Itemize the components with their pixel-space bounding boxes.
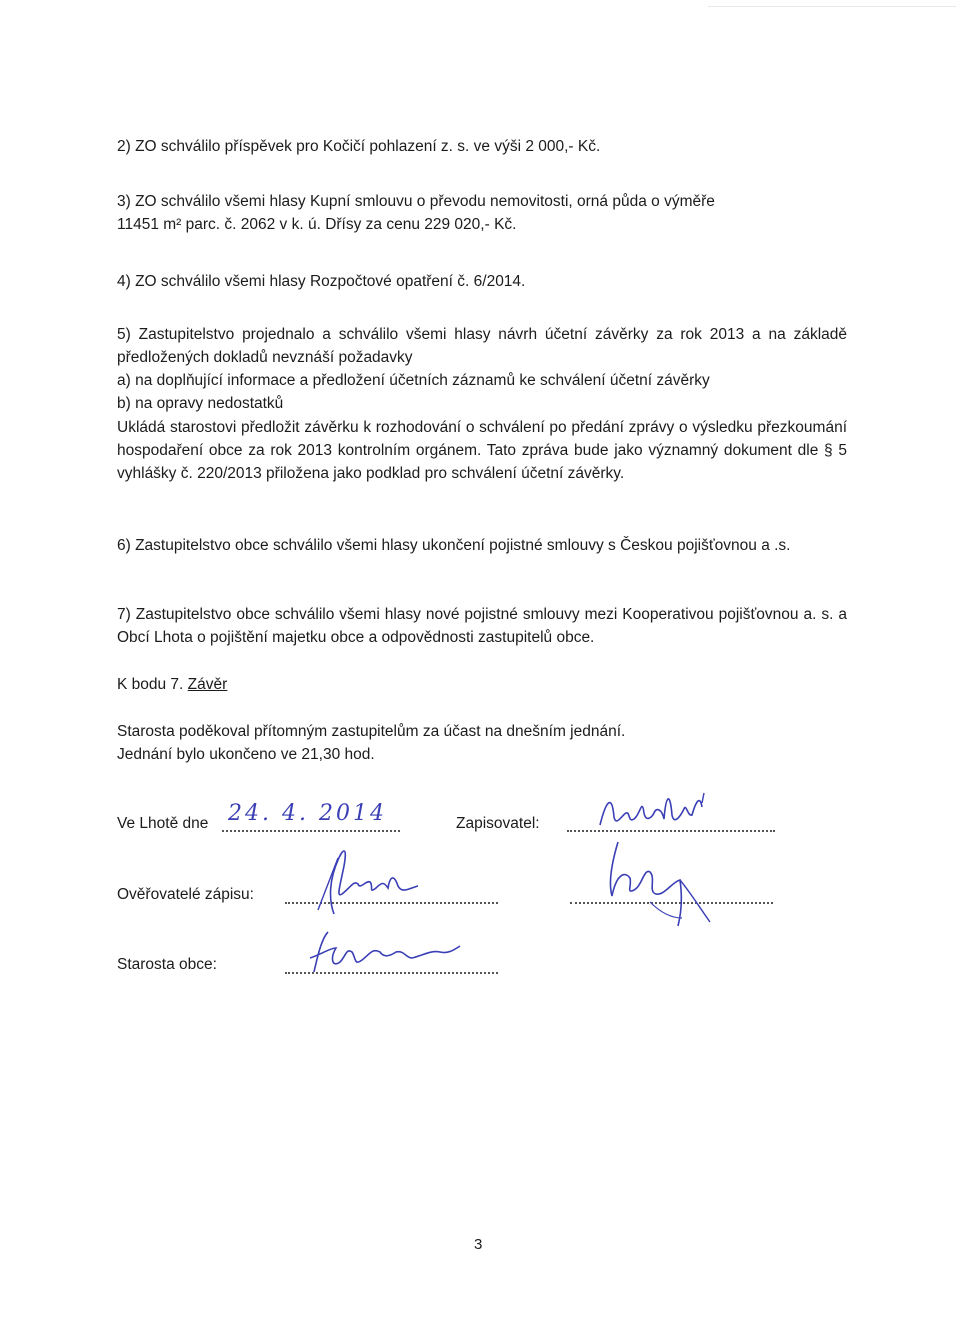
item-4: 4) ZO schválilo všemi hlasy Rozpočtové opatření č. 6/2014. <box>117 273 526 290</box>
recorder-signature <box>592 787 712 832</box>
recorder-label: Zapisovatel: <box>456 815 540 832</box>
item-3-line-2: 11451 m² parc. č. 2062 v k. ú. Dřísy za cenu 229 020,- Kč. <box>117 216 517 233</box>
verifier-2-signature <box>590 832 740 932</box>
item-2: 2) ZO schválilo příspěvek pro Kočičí pohlazení z. s. ve výši 2 000,- Kč. <box>117 138 601 155</box>
mayor-label: Starosta obce: <box>117 956 217 973</box>
item-5-a: a) na doplňující informace a předložení účetních záznamů ke schválení účetní závěrky <box>117 372 710 389</box>
handwritten-date: 24. 4. 2014 <box>228 801 387 826</box>
verifiers-label: Ověřovatelé zápisu: <box>117 886 254 903</box>
date-dotted-line <box>222 830 400 832</box>
mayor-signature <box>300 928 470 978</box>
closing-thanks: Starosta poděkoval přítomným zastupitelům za účast na dnešním jednání. <box>117 723 626 740</box>
closing-heading-title: Závěr <box>187 676 228 693</box>
page-number: 3 <box>474 1236 483 1253</box>
item-3-line-1: 3) ZO schválilo všemi hlasy Kupní smlouvu o převodu nemovitosti, orná půda o výměře <box>117 193 715 210</box>
item-6: 6) Zastupitelstvo obce schválilo všemi hlasy ukončení pojistné smlouvy s Českou pojišťovnou a .s. <box>117 537 791 554</box>
closing-ended: Jednání bylo ukončeno ve 21,30 hod. <box>117 746 375 763</box>
closing-heading-prefix: K bodu 7. <box>117 676 184 693</box>
item-5-b: b) na opravy nedostatků <box>117 395 284 412</box>
scan-edge-line <box>708 6 956 7</box>
item-3 <box>117 190 847 236</box>
verifier-1-signature <box>298 838 448 918</box>
closing-heading <box>117 673 847 696</box>
item-7: 7) Zastupitelstvo obce schválilo všemi hlasy nové pojistné smlouvy mezi Kooperativou pojišťovnou a. s. a Obcí Lhota o pojištění majetku obce a odpovědnosti zastupitelů obce. <box>117 606 847 646</box>
item-5-task: Ukládá starostovi předložit závěrku k rozhodování o schválení po předání zprávy o výsledku přezkoumání hospodaření obce za rok 2013 kontrolním orgánem. Tato zpráva bude jako významný dokument dle § 5 vyhlášky č. 220/2013 přiložena jako podklad pro schválení účetní závěrky. <box>117 419 847 482</box>
item-5-intro: 5) Zastupitelstvo projednalo a schválilo všemi hlasy návrh účetní závěrky za rok 2013 a na základě předložených dokladů nevznáší požadavky <box>117 326 847 366</box>
place-date-label: Ve Lhotě dne <box>117 815 209 832</box>
